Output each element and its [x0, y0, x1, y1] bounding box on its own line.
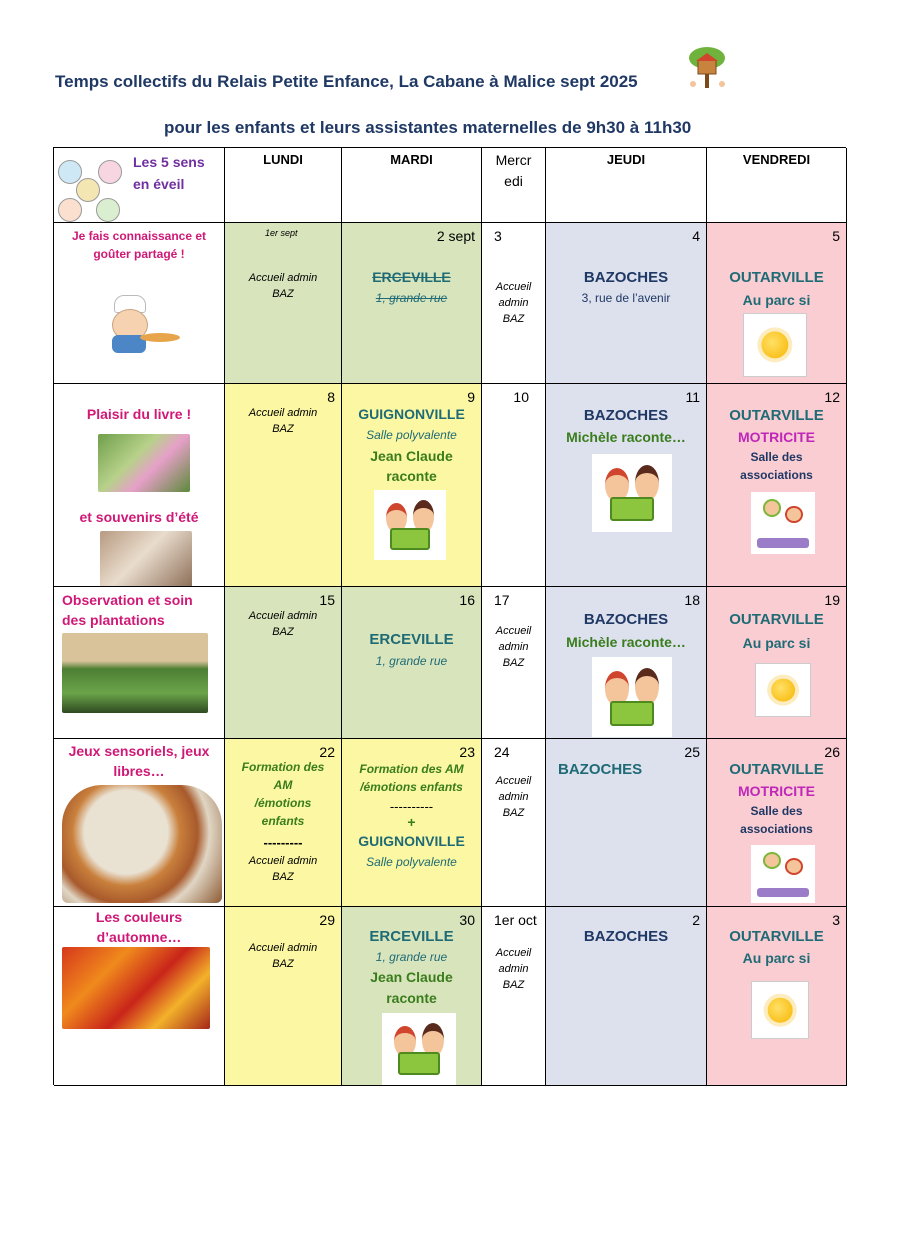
- day-number: 2: [692, 912, 700, 928]
- treehouse-icon: [684, 44, 730, 90]
- page-subtitle: pour les enfants et leurs assistantes maternelles de 9h30 à 11h30: [164, 118, 692, 137]
- place-name: GUIGNONVILLE: [358, 406, 465, 422]
- storyteller: Michèle raconte…: [566, 634, 686, 650]
- training-note: [342, 760, 481, 796]
- admin-note: [482, 773, 545, 821]
- header-wednesday-line2: edi: [504, 173, 523, 189]
- reading-kids-icon: [374, 490, 446, 560]
- admin-line2: admin: [498, 641, 529, 653]
- training-line2: AM: [273, 778, 293, 792]
- admin-line2: BAZ: [272, 423, 294, 435]
- gymnastics-icon: [751, 492, 815, 554]
- theme-week3: [62, 590, 193, 630]
- theme-cell-week1: [54, 223, 225, 384]
- day-number: 22: [319, 744, 335, 760]
- venue: [707, 802, 846, 838]
- eye-icon: [58, 160, 82, 184]
- place-name: ERCEVILLE: [372, 269, 451, 285]
- admin-line1: Accueil: [495, 775, 532, 787]
- admin-note: [482, 623, 545, 671]
- training-line1: Formation des: [241, 760, 325, 774]
- separator: ---------: [263, 835, 303, 850]
- reading-child-photo: [98, 434, 190, 492]
- venue-line1: Salle des: [750, 450, 803, 464]
- theme-week3-line1: Observation et soin: [62, 592, 193, 608]
- day-cell-oct-1: [482, 907, 546, 1086]
- day-cell-sep-12: [707, 384, 847, 587]
- admin-line3: BAZ: [502, 313, 525, 325]
- place-detail: Au parc si: [742, 635, 811, 651]
- place-detail: Au parc si: [742, 292, 811, 308]
- day-cell-sep-17: [482, 587, 546, 739]
- storyteller: [342, 446, 481, 486]
- theme-week2-line2: et souvenirs d’été: [79, 509, 199, 525]
- hand-icon: [76, 178, 100, 202]
- day-cell-sep-16: [342, 587, 482, 739]
- day-number: 18: [684, 592, 700, 608]
- theme-cell-week3: [54, 587, 225, 739]
- place-name: OUTARVILLE: [729, 761, 824, 778]
- place-address: 1, grande rue: [375, 291, 448, 305]
- storyteller-line2: raconte: [386, 468, 437, 484]
- day-cell-sep-18: [546, 587, 707, 739]
- day-cell-sep-29: [225, 907, 342, 1086]
- admin-line1: Accueil: [495, 947, 532, 959]
- admin-note: [225, 405, 341, 437]
- day-number: 17: [494, 592, 510, 608]
- admin-line1: Accueil admin: [248, 272, 318, 284]
- sensory-tray-photo: [62, 785, 222, 903]
- day-cell-sep-9: [342, 384, 482, 587]
- autumn-leaves-photo: [62, 947, 210, 1029]
- reading-kids-icon: [382, 1013, 456, 1085]
- place-name: GUIGNONVILLE: [358, 833, 465, 849]
- place-address: 3, rue de l’avenir: [581, 291, 671, 305]
- admin-line1: Accueil: [495, 281, 532, 293]
- day-cell-sep-26: [707, 739, 847, 907]
- theme-cell-week2: [54, 384, 225, 587]
- theme-week4: [54, 741, 224, 781]
- admin-line2: BAZ: [272, 626, 294, 638]
- place-name: BAZOCHES: [583, 269, 669, 286]
- header-wednesday-line1: Mercr: [495, 152, 532, 168]
- day-number: 9: [467, 389, 475, 405]
- day-cell-sep-1: [225, 223, 342, 384]
- admin-line3: BAZ: [502, 657, 525, 669]
- day-number: 26: [824, 744, 840, 760]
- place-address: Salle polyvalente: [366, 428, 457, 442]
- day-cell-sep-5: [707, 223, 847, 384]
- day-number: 16: [459, 592, 475, 608]
- admin-line2: admin: [498, 297, 529, 309]
- theme-week5-line2: d’automne…: [96, 929, 182, 945]
- place-name: OUTARVILLE: [729, 269, 824, 286]
- day-number: 8: [327, 389, 335, 405]
- chef-image: [90, 295, 182, 355]
- day-number: 23: [459, 744, 475, 760]
- nose-icon: [96, 198, 120, 222]
- day-number: 30: [459, 912, 475, 928]
- training-line1: Formation des AM: [359, 762, 464, 776]
- training-line3: /émotions: [254, 796, 312, 810]
- place-name: BAZOCHES: [583, 407, 669, 424]
- activity-label: MOTRICITE: [738, 429, 815, 445]
- place-name: OUTARVILLE: [729, 611, 824, 628]
- day-number: 5: [832, 228, 840, 244]
- storyteller-line1: Jean Claude: [370, 969, 453, 985]
- admin-note: [225, 940, 341, 972]
- storyteller-line2: raconte: [386, 990, 437, 1006]
- day-number: 1er oct: [494, 912, 537, 928]
- day-number: 24: [494, 744, 510, 760]
- day-cell-sep-8: [225, 384, 342, 587]
- corner-header: [54, 148, 225, 223]
- theme-week2-line1: Plaisir du livre !: [86, 406, 192, 422]
- corner-label: [133, 151, 205, 195]
- place-name: BAZOCHES: [558, 761, 643, 778]
- day-number: 4: [692, 228, 700, 244]
- day-cell-sep-15: [225, 587, 342, 739]
- plus-sign: +: [407, 814, 416, 830]
- admin-line1: Accueil admin: [248, 942, 318, 954]
- day-number: 19: [824, 592, 840, 608]
- shells-photo: [100, 531, 192, 587]
- admin-note: [225, 270, 341, 302]
- theme-week5-line1: Les couleurs: [95, 909, 183, 925]
- reading-kids-icon: [592, 454, 672, 532]
- day-number: 3: [832, 912, 840, 928]
- admin-line1: Accueil admin: [248, 407, 318, 419]
- venue: [707, 448, 846, 484]
- header-thursday: JEUDI: [546, 148, 707, 223]
- venue-line2: associations: [740, 822, 813, 836]
- theme-week4-line2: libres…: [113, 763, 165, 779]
- mouth-icon: [58, 198, 82, 222]
- theme-week1-line1: Je fais connaissance et: [71, 229, 207, 243]
- place-name: BAZOCHES: [583, 928, 669, 945]
- ear-icon: [98, 160, 122, 184]
- day-cell-sep-25: [546, 739, 707, 907]
- storyteller: [342, 967, 481, 1009]
- page-title: Temps collectifs du Relais Petite Enfance, La Cabane à Malice sept 2025: [55, 72, 638, 91]
- place-address: 1, grande rue: [375, 654, 448, 668]
- theme-cell-week5: [54, 907, 225, 1086]
- header-wednesday: [482, 148, 546, 223]
- admin-line1: Accueil admin: [248, 855, 318, 867]
- venue-line2: associations: [740, 468, 813, 482]
- calendar-table: [53, 147, 846, 1085]
- admin-note: [482, 279, 545, 327]
- day-cell-sep-11: [546, 384, 707, 587]
- admin-line2: BAZ: [272, 871, 294, 883]
- training-line4: enfants: [261, 814, 305, 828]
- theme-week1-line2: goûter partagé !: [93, 247, 185, 261]
- day-number: 3: [494, 228, 502, 244]
- theme-week3-line2: des plantations: [62, 612, 165, 628]
- day-cell-sep-2: [342, 223, 482, 384]
- reading-kids-icon: [592, 657, 672, 737]
- day-cell-sep-19: [707, 587, 847, 739]
- admin-line2: BAZ: [272, 288, 294, 300]
- storyteller-line1: Jean Claude: [370, 448, 453, 464]
- place-name: BAZOCHES: [583, 611, 669, 628]
- day-number: 2 sept: [436, 228, 475, 244]
- admin-line2: admin: [498, 963, 529, 975]
- plants-photo: [62, 633, 208, 713]
- gymnastics-icon: [751, 845, 815, 903]
- admin-line3: BAZ: [502, 807, 525, 819]
- day-cell-sep-10: [482, 384, 546, 587]
- theme-week1: [54, 227, 224, 263]
- admin-line1: Accueil admin: [248, 610, 318, 622]
- day-number: 15: [319, 592, 335, 608]
- header-tuesday: MARDI: [342, 148, 482, 223]
- day-cell-sep-23: [342, 739, 482, 907]
- day-number: 10: [513, 389, 529, 405]
- day-cell-sep-30: [342, 907, 482, 1086]
- admin-note: [225, 853, 341, 885]
- admin-line3: BAZ: [502, 979, 525, 991]
- admin-line2: admin: [498, 791, 529, 803]
- day-cell-sep-4: [546, 223, 707, 384]
- training-line2: /émotions enfants: [360, 780, 463, 794]
- day-cell-oct-2: [546, 907, 707, 1086]
- day-cell-sep-24: [482, 739, 546, 907]
- theme-cell-week4: [54, 739, 225, 907]
- place-address: Salle polyvalente: [366, 855, 457, 869]
- day-cell-sep-3: [482, 223, 546, 384]
- theme-week5: [54, 907, 224, 947]
- sun-icon: [743, 313, 807, 377]
- corner-label-line2: en éveil: [133, 176, 185, 192]
- place-name: ERCEVILLE: [369, 928, 454, 945]
- theme-week4-line1: Jeux sensoriels, jeux: [68, 743, 210, 759]
- day-number: 25: [684, 744, 700, 760]
- admin-line1: Accueil: [495, 625, 532, 637]
- day-number: 1er sept: [265, 228, 298, 238]
- place-name: ERCEVILLE: [369, 631, 454, 648]
- admin-note: [482, 945, 545, 993]
- day-number: 11: [685, 389, 700, 405]
- sun-icon: [751, 981, 809, 1039]
- storyteller: Michèle raconte…: [566, 429, 686, 445]
- sun-icon: [755, 663, 811, 717]
- separator: ----------: [389, 799, 434, 814]
- day-number: 12: [824, 389, 840, 405]
- corner-label-line1: Les 5 sens: [133, 154, 205, 170]
- activity-label: MOTRICITE: [738, 783, 815, 799]
- place-detail: Au parc si: [742, 950, 811, 966]
- admin-note: [225, 608, 341, 640]
- venue-line1: Salle des: [750, 804, 803, 818]
- place-name: OUTARVILLE: [729, 407, 824, 424]
- day-number: 29: [319, 912, 335, 928]
- day-cell-sep-22: [225, 739, 342, 907]
- training-note: [225, 758, 341, 830]
- place-address: 1, grande rue: [375, 950, 448, 964]
- place-name: OUTARVILLE: [729, 928, 824, 945]
- admin-line2: BAZ: [272, 958, 294, 970]
- header-monday: LUNDI: [225, 148, 342, 223]
- header-friday: VENDREDI: [707, 148, 847, 223]
- day-cell-oct-3: [707, 907, 847, 1086]
